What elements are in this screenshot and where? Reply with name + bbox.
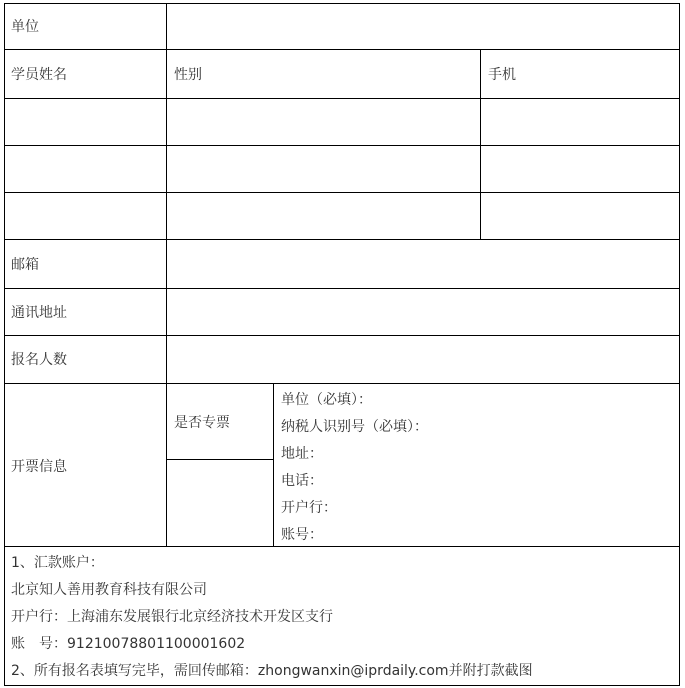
student-name-label: 学员姓名 bbox=[11, 67, 67, 83]
row-divider bbox=[4, 49, 680, 50]
row-divider bbox=[4, 335, 680, 336]
row-divider bbox=[4, 192, 680, 193]
gender-label: 性别 bbox=[174, 67, 202, 83]
email-label: 邮箱 bbox=[11, 257, 39, 273]
table-border-bottom bbox=[4, 685, 680, 686]
special-invoice-divider bbox=[166, 459, 274, 460]
note-bank: 开户行：上海浦东发展银行北京经济技术开发区支行 bbox=[11, 609, 333, 625]
invoice-field-phone: 电话： bbox=[281, 473, 323, 489]
column-divider bbox=[273, 383, 274, 547]
invoice-field-taxpayer-id: 纳税人识别号（必填）： bbox=[281, 419, 428, 435]
table-border-right bbox=[679, 3, 680, 686]
column-divider bbox=[166, 3, 167, 547]
column-divider bbox=[480, 49, 481, 240]
invoice-field-address: 地址： bbox=[281, 446, 323, 462]
note-company-name: 北京知人善用教育科技有限公司 bbox=[11, 582, 207, 598]
note-remittance-title: 1、汇款账户： bbox=[11, 555, 104, 571]
note-account-number: 账 号：91210078801100001602 bbox=[11, 636, 246, 652]
phone-label: 手机 bbox=[488, 67, 516, 83]
table-border-top bbox=[4, 3, 680, 4]
unit-label: 单位 bbox=[11, 19, 39, 35]
invoice-field-unit: 单位（必填）： bbox=[281, 392, 372, 408]
row-divider bbox=[4, 383, 680, 384]
invoice-field-account: 账号： bbox=[281, 527, 323, 543]
invoice-label: 开票信息 bbox=[11, 459, 67, 475]
address-label: 通讯地址 bbox=[11, 305, 67, 321]
row-divider bbox=[4, 288, 680, 289]
row-divider bbox=[4, 145, 680, 146]
row-divider bbox=[4, 546, 680, 547]
note-email-instruction: 2、所有报名表填写完毕，需回传邮箱：zhongwanxin@iprdaily.com并附打款截图 bbox=[11, 663, 533, 679]
table-border-left bbox=[4, 3, 5, 686]
row-divider bbox=[4, 98, 680, 99]
row-divider bbox=[4, 239, 680, 240]
invoice-field-bank: 开户行： bbox=[281, 500, 337, 516]
headcount-label: 报名人数 bbox=[11, 352, 67, 368]
special-invoice-label: 是否专票 bbox=[174, 415, 230, 431]
